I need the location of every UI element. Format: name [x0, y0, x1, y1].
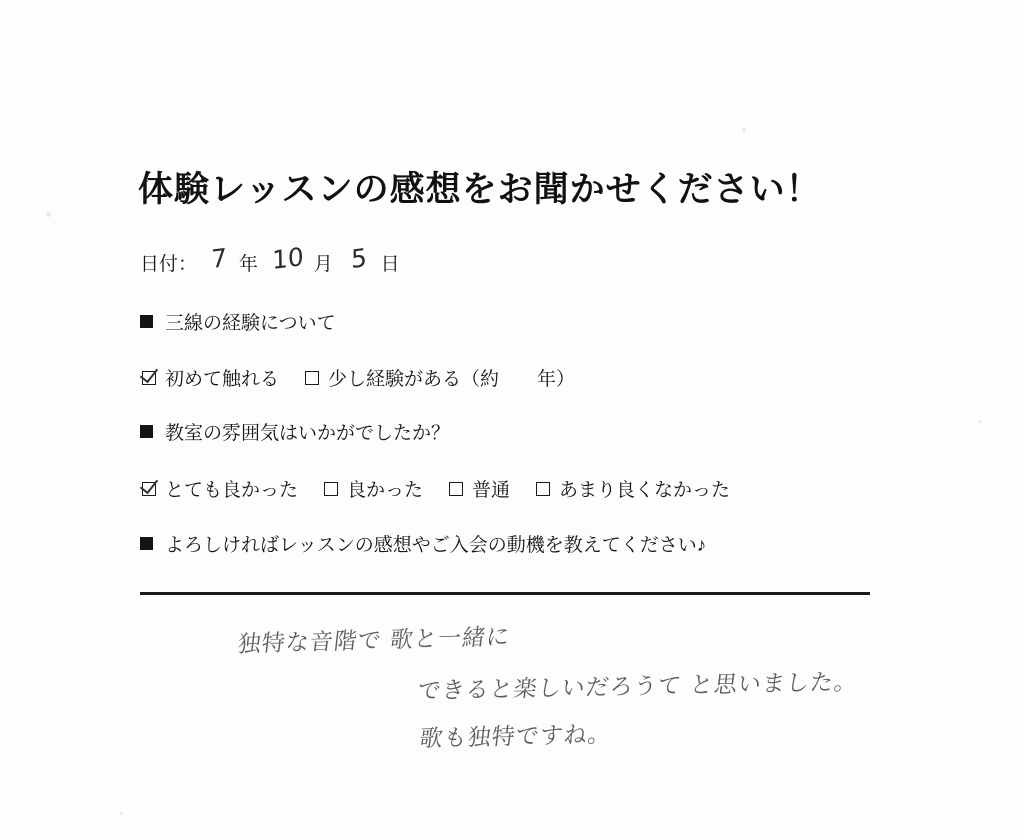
page-title: 体験レッスンの感想をお聞かせください！	[138, 170, 822, 209]
date-day-value[interactable]: 5	[350, 242, 367, 275]
checkbox-icon[interactable]	[536, 482, 550, 496]
option-very-good[interactable]	[142, 475, 298, 502]
date-month-value[interactable]: 10	[271, 241, 304, 276]
option-label: あまり良くなかった	[559, 480, 731, 501]
option-label: 少し経験がある（約 年）	[328, 369, 576, 390]
checkbox-icon[interactable]	[305, 371, 319, 385]
square-bullet-icon	[140, 537, 153, 550]
date-year-unit: 年	[238, 254, 258, 275]
section-heading-label: 三線の経験について	[165, 313, 336, 334]
option-good[interactable]	[324, 475, 423, 502]
option-some-experience[interactable]	[305, 364, 575, 391]
checkbox-icon[interactable]	[449, 482, 463, 496]
square-bullet-icon	[140, 425, 153, 438]
date-label: 日付：	[140, 254, 198, 275]
date-row	[140, 241, 400, 276]
date-year-value[interactable]: 7	[210, 242, 228, 275]
option-normal[interactable]	[449, 475, 510, 502]
checkbox-checked-icon[interactable]	[142, 482, 156, 496]
options-experience	[142, 364, 575, 391]
option-first-time[interactable]	[142, 364, 279, 391]
divider-rule	[140, 592, 870, 595]
square-bullet-icon	[140, 315, 153, 328]
handwritten-answer-line-1[interactable]: 独特な音階で 歌と一緒に	[236, 624, 512, 658]
section-heading-label: よろしければレッスンの感想やご入会の動機を教えてください♪	[165, 535, 707, 556]
section-heading-atmosphere	[140, 418, 450, 445]
handwritten-answer-line-3[interactable]: 歌も独特ですね。	[418, 721, 614, 753]
option-label: 良かった	[347, 480, 424, 501]
section-heading-free-comment	[140, 530, 706, 557]
options-atmosphere	[142, 475, 730, 502]
section-heading-label: 教室の雰囲気はいかがでしたか？	[165, 423, 451, 444]
date-day-unit: 日	[380, 254, 400, 275]
checkbox-icon[interactable]	[324, 482, 338, 496]
option-not-good[interactable]	[536, 475, 730, 502]
checkbox-checked-icon[interactable]	[142, 371, 156, 385]
option-label: 普通	[472, 480, 511, 501]
option-label: 初めて触れる	[165, 369, 280, 390]
section-heading-experience	[140, 308, 336, 335]
handwritten-answer-line-2[interactable]: できると楽しいだろうて と思いました。	[416, 669, 860, 705]
option-label: とても良かった	[165, 480, 299, 501]
date-month-unit: 月	[313, 254, 333, 275]
